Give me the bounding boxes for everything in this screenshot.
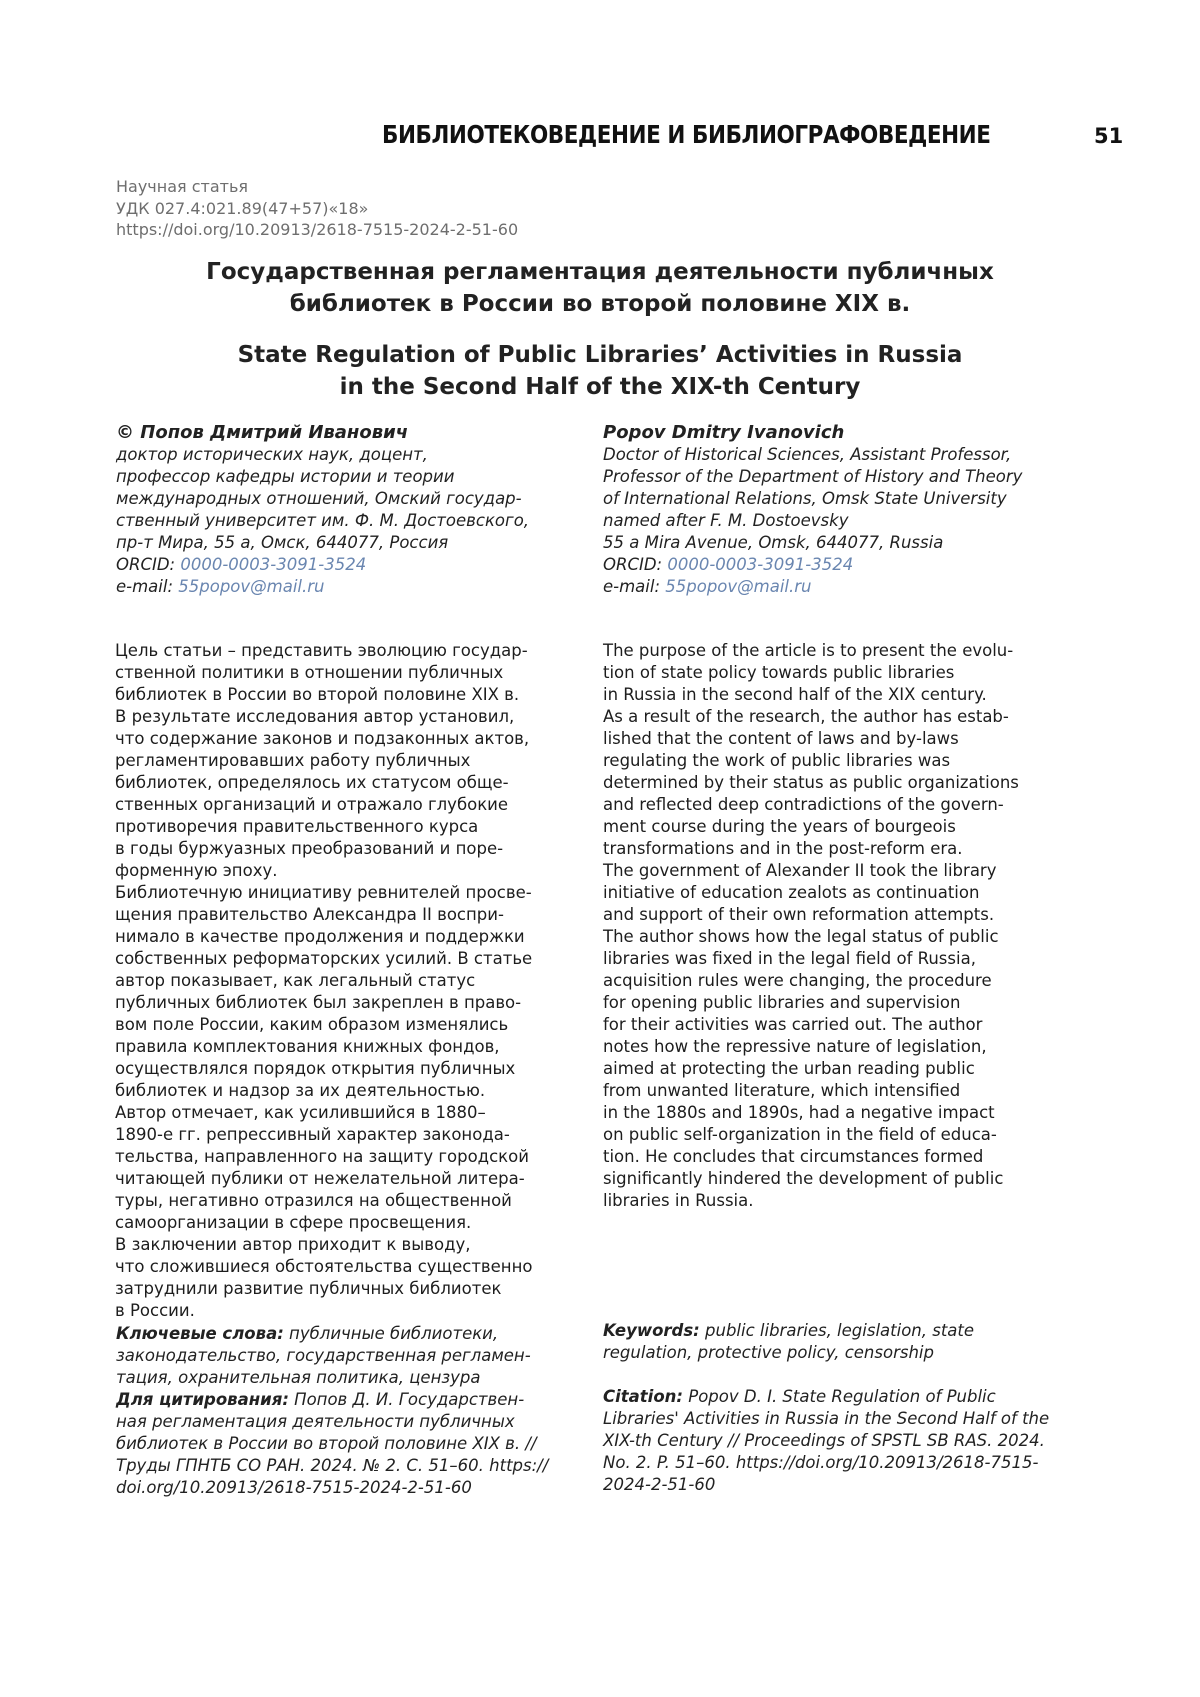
abstract-line: The purpose of the article is to present the evolu-: [603, 640, 1048, 662]
abstract-line: ment course during the years of bourgeois: [603, 816, 1048, 838]
abstract-line: tion of state policy towards public libraries: [603, 662, 1048, 684]
abstract-line: В результате исследования автор установил,: [115, 706, 555, 728]
author-affiliation-line: доктор исторических наук, доцент,: [116, 444, 556, 466]
abstract-english: [603, 640, 1048, 1212]
abstract-line: туры, негативно отразился на общественной: [115, 1190, 555, 1212]
citation-text: 2024-2-51-60: [603, 1474, 1053, 1496]
title-ru-line: библиотек в России во второй половине XIX в.: [100, 288, 1100, 320]
abstract-line: significantly hindered the development of public: [603, 1168, 1048, 1190]
abstract-line: aimed at protecting the urban reading public: [603, 1058, 1048, 1080]
abstract-line: что сложившиеся обстоятельства существенно: [115, 1256, 555, 1278]
abstract-line: в России.: [115, 1300, 555, 1322]
author-affiliation-line: named after F. M. Dostoevsky: [603, 510, 1073, 532]
abstract-line: регламентировавших работу публичных: [115, 750, 555, 772]
article-type: Научная статья: [116, 176, 518, 198]
author-affiliation-line: ственный университет им. Ф. М. Достоевского,: [116, 510, 556, 532]
abstract-line: Библиотечную инициативу ревнителей просве-: [115, 882, 555, 904]
keywords-ru: [116, 1323, 556, 1389]
abstract-line: regulating the work of public libraries was: [603, 750, 1048, 772]
citation-text: doi.org/10.20913/2618-7515-2024-2-51-60: [116, 1477, 561, 1499]
author-affiliation-line: профессор кафедры истории и теории: [116, 466, 556, 488]
email-link[interactable]: 55popov@mail.ru: [665, 577, 811, 596]
author-name-ru: © Попов Дмитрий Иванович: [116, 422, 556, 444]
abstract-line: and support of their own reformation attempts.: [603, 904, 1048, 926]
keywords-label: Ключевые слова:: [116, 1324, 284, 1343]
abstract-line: determined by their status as public organizations: [603, 772, 1048, 794]
abstract-line: осуществлялся порядок открытия публичных: [115, 1058, 555, 1080]
abstract-line: libraries was fixed in the legal field of Russia,: [603, 948, 1048, 970]
abstract-line: правила комплектования книжных фондов,: [115, 1036, 555, 1058]
abstract-line: 1890-е гг. репрессивный характер законода-: [115, 1124, 555, 1146]
citation-en: [603, 1386, 1053, 1496]
abstract-russian: [115, 640, 555, 1322]
abstract-line: lished that the content of laws and by-laws: [603, 728, 1048, 750]
abstract-line: библиотек, определялось их статусом обще-: [115, 772, 555, 794]
title-ru-line: Государственная регламентация деятельности публичных: [100, 256, 1100, 288]
title-en-line: in the Second Half of the XIX-th Century: [100, 371, 1100, 403]
orcid-label: ORCID:: [603, 555, 667, 574]
title-russian: [100, 256, 1100, 320]
orcid-label: ORCID:: [116, 555, 180, 574]
title-english: [100, 339, 1100, 403]
section-title: БИБЛИОТЕКОВЕДЕНИЕ И БИБЛИОГРАФОВЕДЕНИЕ: [382, 120, 990, 149]
citation-text: No. 2. P. 51–60. https://doi.org/10.20913/2618-7515-: [603, 1452, 1053, 1474]
email-label: e-mail:: [603, 577, 665, 596]
abstract-line: читающей публики от нежелательной литера-: [115, 1168, 555, 1190]
citation-text: Попов Д. И. Государствен-: [289, 1390, 524, 1409]
keywords-text: законодательство, государственная регламен-: [116, 1345, 556, 1367]
author-affiliation-line: 55 a Mira Avenue, Omsk, 644077, Russia: [603, 532, 1073, 554]
abstract-line: acquisition rules were changing, the procedure: [603, 970, 1048, 992]
keywords-text: публичные библиотеки,: [284, 1324, 498, 1343]
keywords-label: Keywords:: [603, 1321, 700, 1340]
abstract-line: вом поле России, каким образом изменялись: [115, 1014, 555, 1036]
abstract-line: щения правительство Александра II воспри-: [115, 904, 555, 926]
author-affiliation-line: международных отношений, Омский государ-: [116, 488, 556, 510]
abstract-line: tion. He concludes that circumstances formed: [603, 1146, 1048, 1168]
abstract-line: публичных библиотек был закреплен в право-: [115, 992, 555, 1014]
email-link[interactable]: 55popov@mail.ru: [178, 577, 324, 596]
orcid-link[interactable]: 0000-0003-3091-3524: [667, 555, 853, 574]
doi-link[interactable]: https://doi.org/10.20913/2618-7515-2024-2-51-60: [116, 219, 518, 241]
citation-text: Libraries' Activities in Russia in the Second Half of the: [603, 1408, 1053, 1430]
article-meta: [116, 176, 518, 241]
author-name-en: Popov Dmitry Ivanovich: [603, 422, 1073, 444]
title-en-line: State Regulation of Public Libraries’ Activities in Russia: [100, 339, 1100, 371]
abstract-line: The government of Alexander II took the library: [603, 860, 1048, 882]
abstract-line: тельства, направленного на защиту городской: [115, 1146, 555, 1168]
orcid-link[interactable]: 0000-0003-3091-3524: [180, 555, 366, 574]
author-affiliation-line: of International Relations, Omsk State University: [603, 488, 1073, 510]
abstract-line: библиотек в России во второй половине XIX в.: [115, 684, 555, 706]
citation-text: Труды ГПНТБ СО РАН. 2024. № 2. С. 51–60. https://: [116, 1455, 561, 1477]
abstract-line: As a result of the research, the author has estab-: [603, 706, 1048, 728]
citation-text: библиотек в России во второй половине XIX в. //: [116, 1433, 561, 1455]
citation-label: Для цитирования:: [116, 1390, 289, 1409]
abstract-line: Автор отмечает, как усилившийся в 1880–: [115, 1102, 555, 1124]
citation-ru: [116, 1389, 561, 1499]
keywords-text: public libraries, legislation, state: [700, 1321, 974, 1340]
citation-text: ная регламентация деятельности публичных: [116, 1411, 561, 1433]
abstract-line: in the 1880s and 1890s, had a negative impact: [603, 1102, 1048, 1124]
abstract-line: for opening public libraries and supervision: [603, 992, 1048, 1014]
abstract-line: форменную эпоху.: [115, 860, 555, 882]
author-info-ru: [116, 422, 556, 598]
citation-label: Citation:: [603, 1387, 683, 1406]
keywords-text: regulation, protective policy, censorship: [603, 1342, 1043, 1364]
abstract-line: автор показывает, как легальный статус: [115, 970, 555, 992]
abstract-line: Цель статьи – представить эволюцию государ-: [115, 640, 555, 662]
abstract-line: from unwanted literature, which intensified: [603, 1080, 1048, 1102]
abstract-line: В заключении автор приходит к выводу,: [115, 1234, 555, 1256]
abstract-line: в годы буржуазных преобразований и поре-: [115, 838, 555, 860]
author-affiliation-line: Professor of the Department of History and Theory: [603, 466, 1073, 488]
citation-text: XIX-th Century // Proceedings of SPSTL SB RAS. 2024.: [603, 1430, 1053, 1452]
abstract-line: нимало в качестве продолжения и поддержки: [115, 926, 555, 948]
abstract-line: ственной политики в отношении публичных: [115, 662, 555, 684]
abstract-line: библиотек и надзор за их деятельностью.: [115, 1080, 555, 1102]
abstract-line: on public self-organization in the field of educa-: [603, 1124, 1048, 1146]
abstract-line: transformations and in the post-reform era.: [603, 838, 1048, 860]
author-affiliation-line: Doctor of Historical Sciences, Assistant Professor,: [603, 444, 1073, 466]
abstract-line: and reflected deep contradictions of the govern-: [603, 794, 1048, 816]
abstract-line: затруднили развитие публичных библиотек: [115, 1278, 555, 1300]
abstract-line: notes how the repressive nature of legislation,: [603, 1036, 1048, 1058]
abstract-line: что содержание законов и подзаконных актов,: [115, 728, 555, 750]
abstract-line: противоречия правительственного курса: [115, 816, 555, 838]
udk-code: УДК 027.4:021.89(47+57)«18»: [116, 198, 518, 220]
abstract-line: собственных реформаторских усилий. В статье: [115, 948, 555, 970]
keywords-en: [603, 1320, 1043, 1364]
keywords-text: тация, охранительная политика, цензура: [116, 1367, 556, 1389]
abstract-line: for their activities was carried out. The author: [603, 1014, 1048, 1036]
abstract-line: самоорганизации в сфере просвещения.: [115, 1212, 555, 1234]
abstract-line: libraries in Russia.: [603, 1190, 1048, 1212]
abstract-line: The author shows how the legal status of public: [603, 926, 1048, 948]
email-label: e-mail:: [116, 577, 178, 596]
page-number: 51: [1094, 124, 1123, 148]
abstract-line: initiative of education zealots as continuation: [603, 882, 1048, 904]
author-affiliation-line: пр-т Мира, 55 а, Омск, 644077, Россия: [116, 532, 556, 554]
abstract-line: ственных организаций и отражало глубокие: [115, 794, 555, 816]
author-info-en: [603, 422, 1073, 598]
abstract-line: in Russia in the second half of the XIX century.: [603, 684, 1048, 706]
citation-text: Popov D. I. State Regulation of Public: [683, 1387, 996, 1406]
